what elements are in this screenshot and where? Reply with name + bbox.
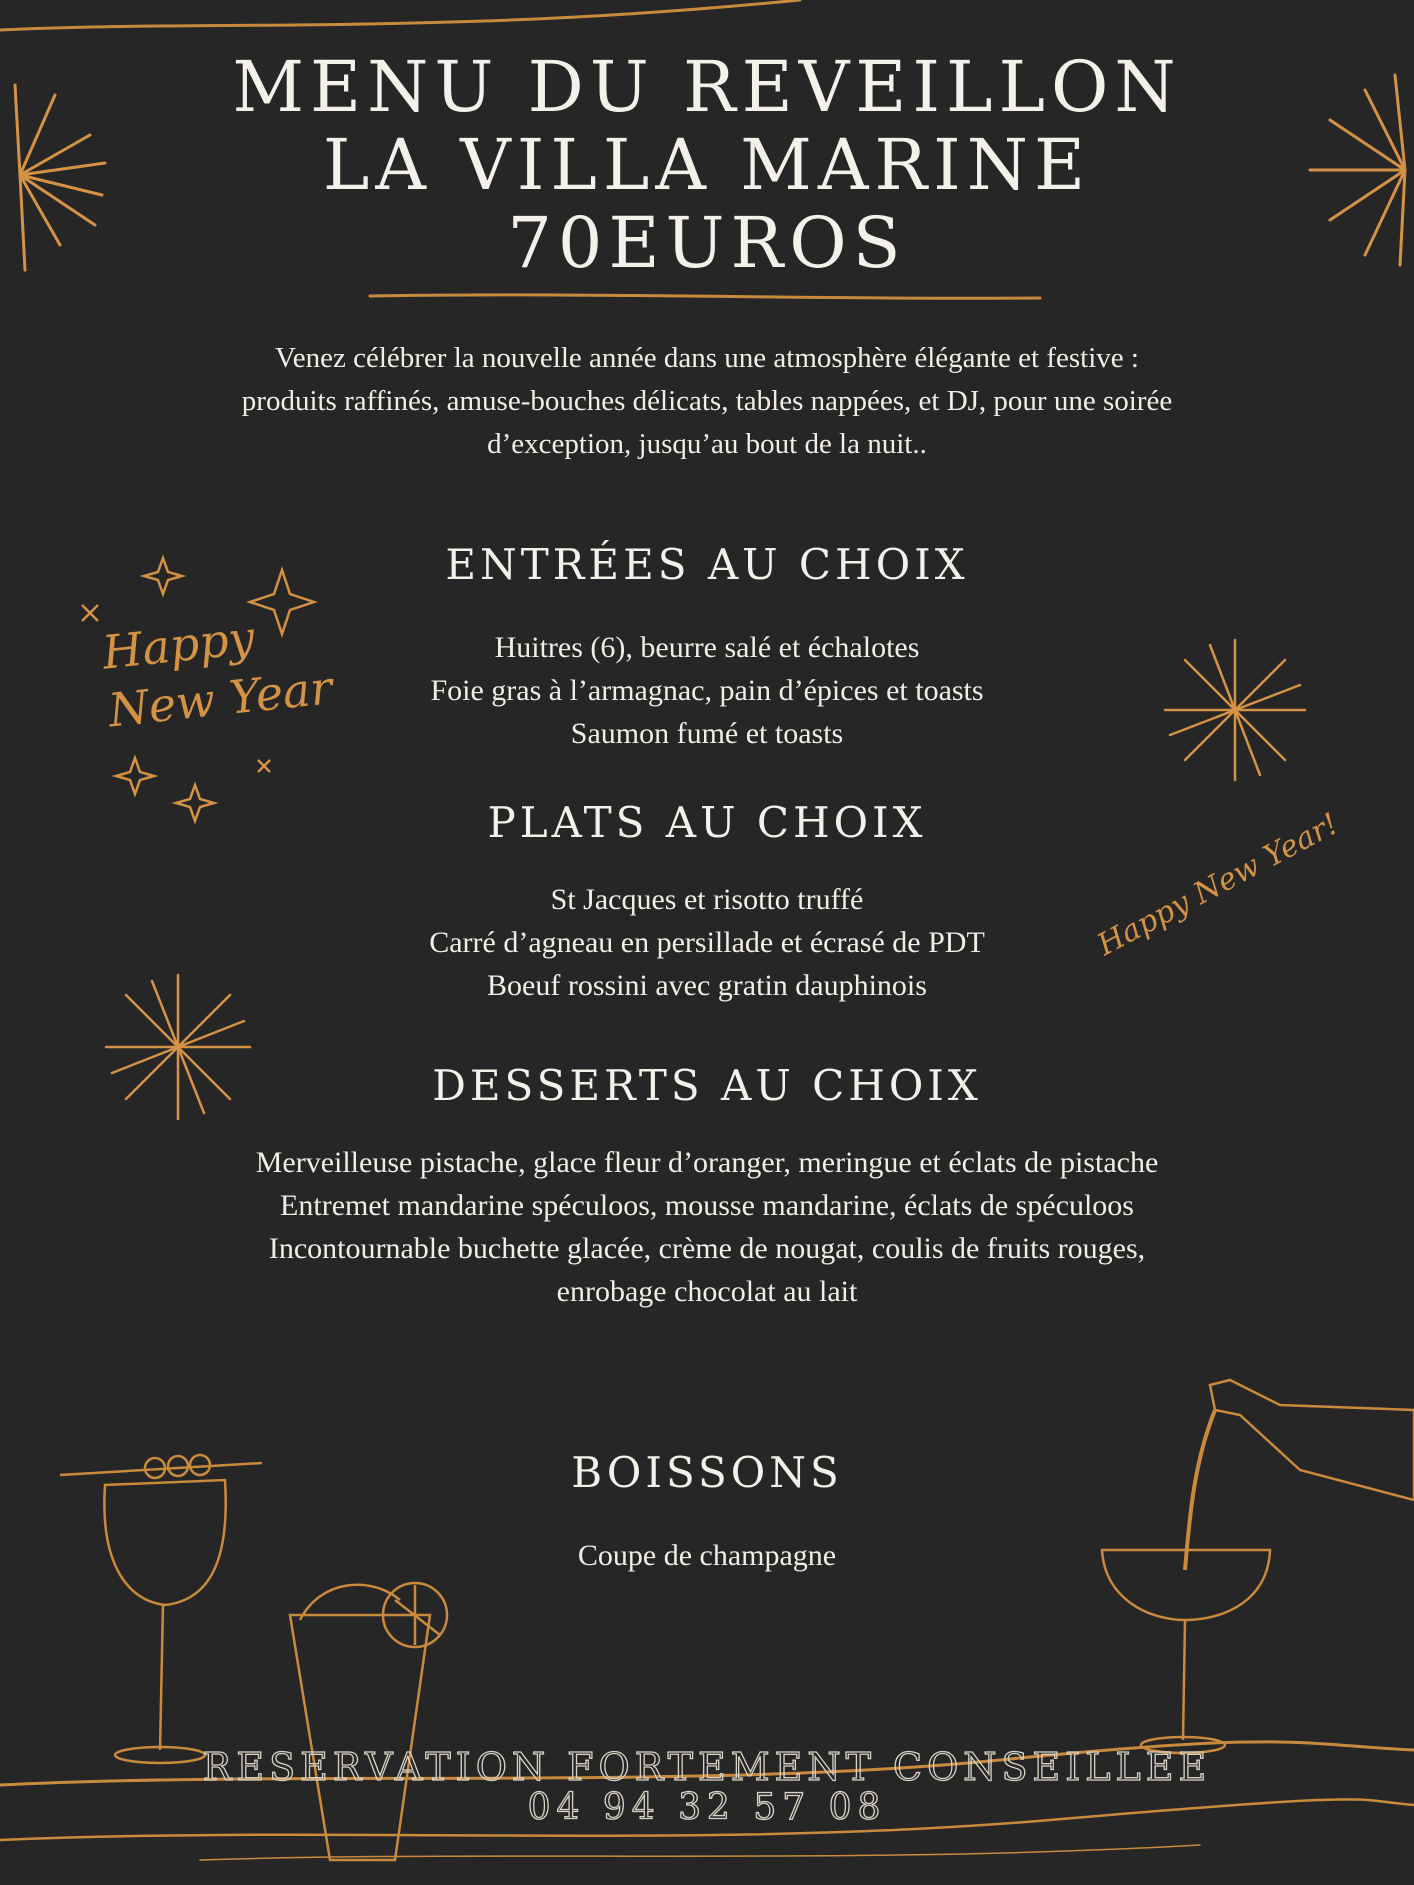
menu-item: Coupe de champagne (577, 1539, 837, 1572)
section-title-desserts: DESSERTS AU CHOIX (432, 1061, 982, 1110)
title-line-1: MENU DU REVEILLON (232, 46, 1182, 128)
menu-item: St Jacques et risotto truffé (550, 883, 864, 916)
menu-item: Foie gras à l’armagnac, pain d’épices et toasts (430, 674, 984, 707)
section-items-boissons (220, 1534, 1194, 1577)
menu-item: Huitres (6), beurre salé et échalotes (494, 631, 920, 664)
menu-title (0, 48, 1414, 282)
section-items-desserts (220, 1141, 1194, 1313)
menu-item: Carré d’agneau en persillade et écrasé de PDT (429, 926, 985, 959)
section-title-entrees: ENTRÉES AU CHOIX (445, 540, 969, 589)
intro-paragraph: Venez célébrer la nouvelle année dans une atmosphère élégante et festive : produits raffinés, amuse-bouches délicats, tables nappées, et DJ, pour une soirée d’exception, jusqu’au bout de la nuit.. (241, 342, 1173, 460)
happy-new-year-right: Happy New Year! (1091, 806, 1345, 963)
title-underline (370, 295, 1040, 298)
section-title-boissons: BOISSONS (571, 1448, 843, 1497)
section-items-entrees (220, 626, 1194, 755)
happy-new-year-left-line1: Happy (99, 610, 257, 680)
menu-item: Saumon fumé et toasts (570, 717, 844, 750)
menu-item: Incontournable buchette glacée, crème de nougat, coulis de fruits rouges, enrobage chocolat au lait (268, 1232, 1146, 1308)
coupe-glass-icon (1102, 1550, 1270, 1753)
phone-number: 04 94 32 57 08 (527, 1787, 887, 1828)
happy-new-year-left-line2: New Year (105, 660, 335, 738)
bottom-gold-line-3 (200, 1845, 1200, 1860)
title-line-3-price: 70EUROS (507, 202, 907, 284)
top-gold-line (0, 0, 800, 30)
reservation-note: RESERVATION FORTEMENT CONSEILLEE (202, 1745, 1212, 1789)
menu-item: Merveilleuse pistache, glace fleur d’oranger, meringue et éclats de pistache (255, 1146, 1159, 1179)
menu-item: Boeuf rossini avec gratin dauphinois (487, 969, 927, 1002)
section-items-plats (220, 878, 1194, 1007)
section-title-plats: PLATS AU CHOIX (487, 798, 927, 847)
wine-glass-icon (60, 1455, 262, 1763)
title-line-2: LA VILLA MARINE (322, 124, 1092, 206)
menu-item: Entremet mandarine spéculoos, mousse mandarine, éclats de spéculoos (280, 1189, 1134, 1222)
